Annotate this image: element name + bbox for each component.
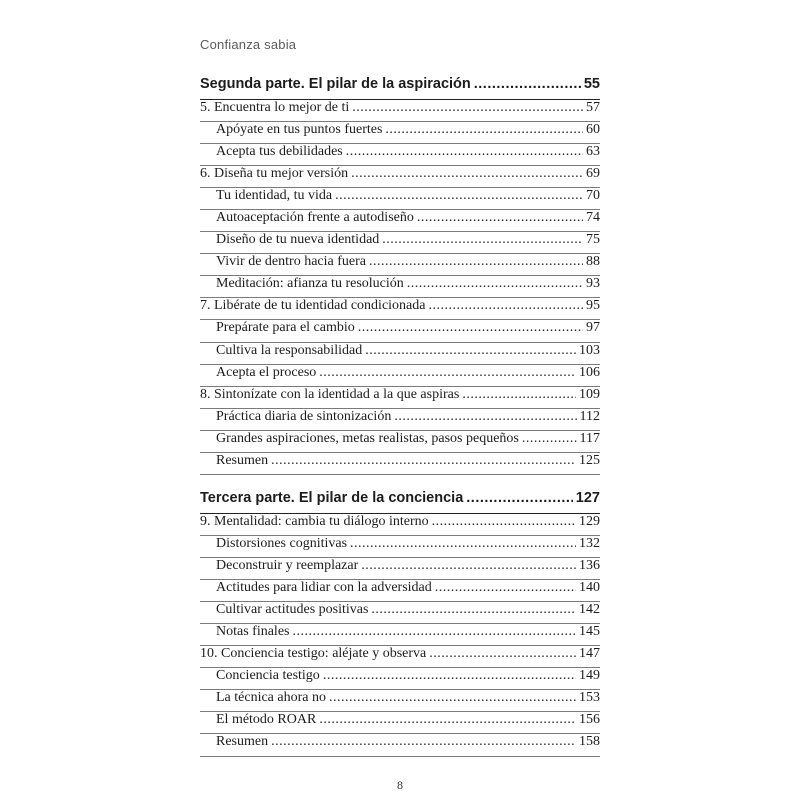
- dot-leader: [319, 712, 576, 728]
- toc-entry-page: 69: [586, 166, 600, 182]
- toc-entry-label: 10. Conciencia testigo: aléjate y observa: [200, 646, 427, 662]
- toc-entry-page: 63: [586, 144, 600, 160]
- toc-part-label: Tercera parte. El pilar de la conciencia: [200, 490, 464, 506]
- dot-leader: [417, 210, 583, 226]
- toc-entry-page: 112: [579, 408, 600, 424]
- toc-entry-label: Resumen: [216, 452, 269, 468]
- page-number: 8: [397, 778, 403, 792]
- dot-leader: [522, 431, 577, 447]
- toc-entries: [200, 100, 600, 475]
- toc-entry-page: 95: [586, 298, 600, 314]
- toc-section-row: [200, 431, 600, 453]
- toc-entry-page: 140: [579, 580, 600, 596]
- toc-entry-label: Vivir de dentro hacia fuera: [216, 254, 366, 270]
- toc-section-row: [200, 320, 600, 342]
- toc-section-row: [200, 734, 600, 756]
- toc-section-row: [200, 602, 600, 624]
- dot-leader: [358, 320, 583, 336]
- toc-entry-label: 6. Diseña tu mejor versión: [200, 166, 349, 182]
- toc-part-three: [200, 490, 600, 757]
- toc-entry-label: Apóyate en tus puntos fuertes: [216, 122, 383, 138]
- toc-section-row: [200, 188, 600, 210]
- dot-leader: [292, 624, 576, 640]
- toc-section-row: [200, 668, 600, 690]
- toc-part-two: [200, 76, 600, 475]
- dot-leader: [429, 646, 576, 662]
- toc-entry-page: 70: [586, 188, 600, 204]
- toc-part-label: Segunda parte. El pilar de la aspiración: [200, 76, 471, 92]
- toc-entry-label: Cultivar actitudes positivas: [216, 602, 369, 618]
- toc-entry-page: 153: [579, 690, 600, 706]
- dot-leader: [435, 580, 576, 596]
- toc-entry-label: 5. Encuentra lo mejor de ti: [200, 100, 350, 115]
- toc-entry-page: 57: [586, 100, 600, 115]
- toc-chapter-row: [200, 387, 600, 409]
- dot-leader: [352, 100, 583, 116]
- toc-entry-page: 129: [579, 514, 600, 529]
- toc-section-row: [200, 580, 600, 602]
- toc-entry-page: 145: [579, 624, 600, 640]
- toc-entry-page: 125: [579, 452, 600, 468]
- toc-section-row: [200, 254, 600, 276]
- toc-section-row: [200, 276, 600, 298]
- toc-entry-label: Diseño de tu nueva identidad: [216, 232, 380, 248]
- dot-leader: [351, 166, 583, 182]
- toc-entries: [200, 514, 600, 757]
- toc-section-row: [200, 232, 600, 254]
- toc-chapter-row: [200, 100, 600, 122]
- toc-entry-label: Tu identidad, tu vida: [216, 188, 333, 204]
- toc-entry-label: Cultiva la responsabilidad: [216, 342, 363, 358]
- toc-section-row: [200, 122, 600, 144]
- toc-entry-page: 93: [586, 276, 600, 292]
- dot-leader: [382, 232, 583, 248]
- toc-entry-page: 109: [579, 386, 600, 402]
- dot-leader: [394, 409, 576, 425]
- toc-chapter-row: [200, 298, 600, 320]
- dot-leader: [407, 276, 583, 292]
- toc-part-heading: [200, 490, 600, 514]
- dot-leader: [323, 668, 576, 684]
- toc-entry-page: 132: [579, 536, 600, 552]
- toc-entry-label: Distorsiones cognitivas: [216, 536, 348, 552]
- running-head: Confianza sabia: [200, 37, 297, 52]
- toc-entry-label: 9. Mentalidad: cambia tu diálogo interno: [200, 514, 429, 529]
- toc-section-row: [200, 712, 600, 734]
- toc-entry-page: 149: [579, 668, 600, 684]
- toc-entry-page: 147: [579, 646, 600, 662]
- toc-entry-label: Meditación: afianza tu resolución: [216, 276, 404, 292]
- toc-section-row: [200, 690, 600, 712]
- toc-section-row: [200, 409, 600, 431]
- toc-entry-page: 106: [579, 364, 600, 380]
- dot-leader: [428, 298, 583, 314]
- toc-entry-label: Notas finales: [216, 624, 290, 640]
- toc-entry-label: El método ROAR: [216, 712, 317, 728]
- toc-entry-label: La técnica ahora no: [216, 690, 326, 706]
- toc-entry-label: Resumen: [216, 734, 269, 750]
- toc-entry-page: 97: [586, 320, 600, 336]
- toc-entry-label: Grandes aspiraciones, metas realistas, pasos pequeños: [216, 430, 519, 446]
- toc-entry-page: 60: [586, 122, 600, 138]
- dot-leader: [462, 387, 576, 403]
- toc-entry-label: Conciencia testigo: [216, 668, 320, 684]
- toc-entry-label: Acepta el proceso: [216, 364, 317, 380]
- toc-entry-page: 142: [579, 602, 600, 618]
- toc-part-page: 55: [583, 76, 600, 92]
- toc-entry-page: 158: [579, 734, 600, 750]
- toc-part-page: 127: [575, 490, 600, 506]
- toc-chapter-row: [200, 646, 600, 668]
- toc-entry-page: 74: [586, 210, 600, 226]
- dot-leader: [385, 122, 583, 138]
- toc-entry-page: 136: [579, 558, 600, 574]
- toc-section-row: [200, 210, 600, 232]
- dot-leader: [365, 343, 576, 359]
- dot-leader: [371, 602, 576, 618]
- toc-part-heading: [200, 76, 600, 100]
- toc-entry-label: Acepta tus debilidades: [216, 144, 343, 160]
- toc-section-row: [200, 536, 600, 558]
- toc-entry-label: 8. Sintonízate con la identidad a la que aspiras: [200, 386, 460, 402]
- toc-entry-label: Autoaceptación frente a autodiseño: [216, 210, 414, 226]
- dot-leader: [474, 76, 581, 92]
- dot-leader: [319, 365, 576, 381]
- toc-entry-page: 156: [579, 712, 600, 728]
- toc-entry-page: 117: [579, 430, 600, 446]
- dot-leader: [271, 734, 576, 750]
- dot-leader: [466, 490, 573, 506]
- toc-entry-page: 103: [579, 342, 600, 358]
- toc-entry-label: Prepárate para el cambio: [216, 320, 355, 336]
- dot-leader: [369, 254, 583, 270]
- toc-section-row: [200, 343, 600, 365]
- dot-leader: [350, 536, 576, 552]
- toc-entry-page: 88: [586, 254, 600, 270]
- toc-entry-page: 75: [586, 232, 600, 248]
- toc-entry-label: Deconstruir y reemplazar: [216, 558, 359, 574]
- dot-leader: [361, 558, 576, 574]
- toc-section-row: [200, 144, 600, 166]
- dot-leader: [329, 690, 576, 706]
- toc-section-row: [200, 558, 600, 580]
- toc-entry-label: 7. Libérate de tu identidad condicionada: [200, 298, 426, 314]
- toc-section-row: [200, 624, 600, 646]
- toc-entry-label: Práctica diaria de sintonización: [216, 408, 392, 424]
- dot-leader: [271, 453, 576, 469]
- dot-leader: [335, 188, 583, 204]
- dot-leader: [432, 514, 576, 530]
- dot-leader: [346, 144, 583, 160]
- toc-section-row: [200, 365, 600, 387]
- toc-chapter-row: [200, 514, 600, 536]
- toc-chapter-row: [200, 166, 600, 188]
- toc-section-row: [200, 453, 600, 475]
- toc-entry-label: Actitudes para lidiar con la adversidad: [216, 580, 432, 596]
